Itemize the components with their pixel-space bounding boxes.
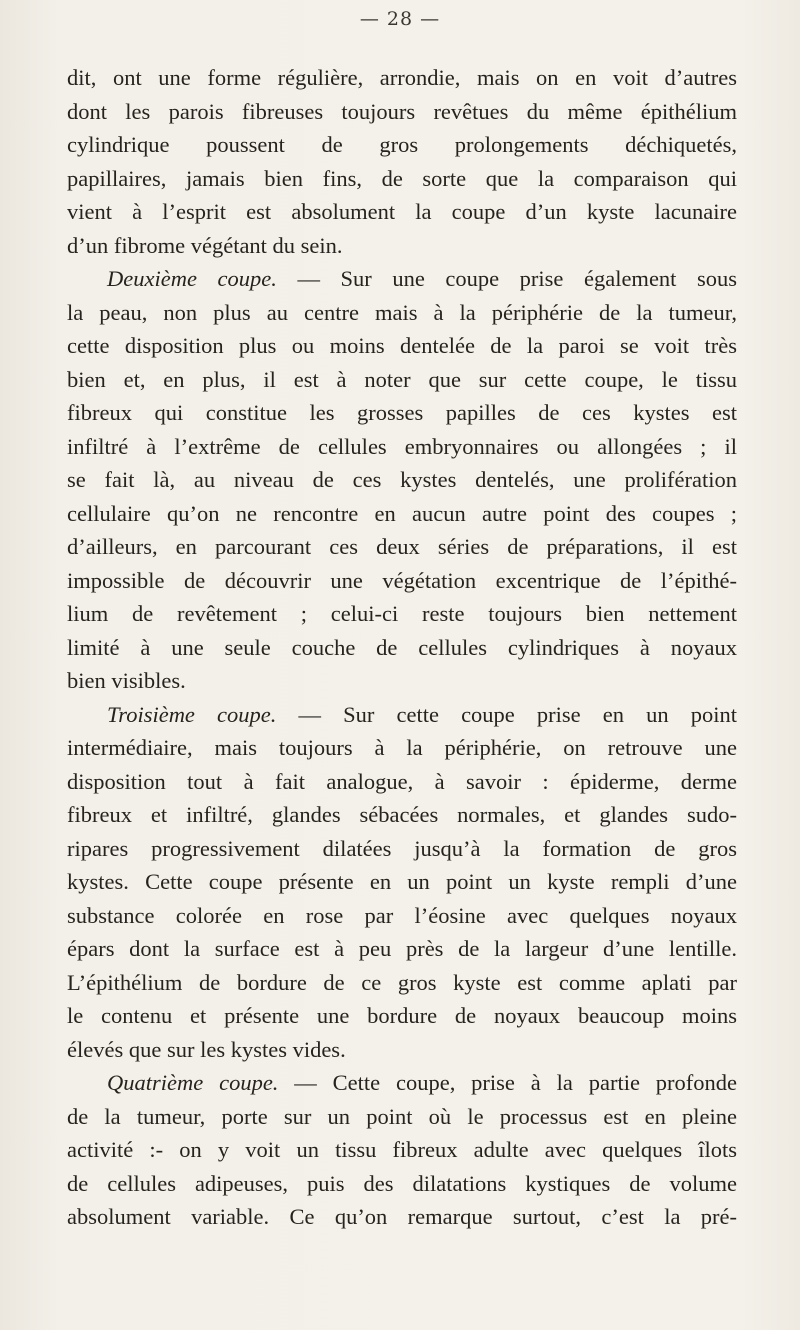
paragraph-quatrieme-coupe-first-line	[67, 1066, 737, 1100]
text-line: fibreux qui constitue les grosses papilles de ces kystes est	[67, 400, 737, 425]
text-line: cylindrique poussent de gros prolongements déchiquetés,	[67, 132, 737, 157]
text-line: activité :- on y voit un tissu fibreux adulte avec quelques îlots	[67, 1137, 737, 1162]
body-text	[67, 61, 737, 1234]
text-line: L’épithélium de bordure de ce gros kyste est comme aplati par	[67, 969, 737, 995]
text-line: le contenu et présente une bordure de noyaux beaucoup moins	[67, 1003, 737, 1028]
text-line: bien visibles.	[67, 668, 186, 693]
text-line: d’ailleurs, en parcourant ces deux séries de préparations, il est	[67, 534, 737, 559]
text-line: élevés que sur les kystes vides.	[67, 1036, 346, 1062]
section-heading: Troisième coupe.	[107, 701, 277, 727]
text-line: absolument variable. Ce qu’on remarque surtout, c’est la pré-	[67, 1204, 737, 1229]
text-line: dont les parois fibreuses toujours revêtues du même épithélium	[67, 98, 737, 124]
text-line: cette disposition plus ou moins dentelée de la paroi se voit très	[67, 333, 737, 358]
text-line: de cellules adipeuses, puis des dilatations kystiques de volume	[67, 1170, 737, 1196]
text-line: — Sur cette coupe prise en un point	[276, 701, 737, 727]
text-line: fibreux et infiltré, glandes sébacées normales, et glandes sudo-	[67, 802, 737, 827]
text-line: vient à l’esprit est absolument la coupe d’un kyste lacunaire	[67, 199, 737, 224]
text-line: kystes. Cette coupe présente en un point un kyste rempli d’une	[67, 869, 737, 894]
text-line: substance colorée en rose par l’éosine avec quelques noyaux	[67, 902, 737, 928]
page-number: — 28 —	[359, 8, 441, 30]
section-heading: Deuxième coupe.	[107, 266, 277, 291]
text-line: disposition tout à fait analogue, à savoir : épiderme, derme	[67, 768, 737, 794]
text-line: — Sur une coupe prise également sous	[276, 266, 737, 291]
text-line: infiltré à l’extrême de cellules embryonnaires ou allongées ; il	[67, 433, 737, 459]
section-heading: Quatrième coupe.	[107, 1070, 279, 1095]
text-line: impossible de découvrir une végétation excentrique de l’épithé-	[67, 567, 737, 593]
text-line: la peau, non plus au centre mais à la périphérie de la tumeur,	[67, 299, 737, 325]
text-line: limité à une seule couche de cellules cylindriques à noyaux	[67, 634, 737, 660]
text-line: épars dont la surface est à peu près de la largeur d’une lentille.	[67, 936, 737, 961]
text-line: d’un fibrome végétant du sein.	[67, 232, 343, 258]
text-line: se fait là, au niveau de ces kystes dentelés, une prolifération	[67, 467, 737, 492]
text-line: — Cette coupe, prise à la partie profonde	[278, 1070, 737, 1095]
text-line: ripares progressivement dilatées jusqu’à la formation de gros	[67, 835, 737, 861]
text-line: dit, ont une forme régulière, arrondie, mais on en voit d’autres	[67, 65, 737, 90]
text-line: de la tumeur, porte sur un point où le processus est en pleine	[67, 1103, 737, 1129]
paragraph-troisieme-coupe-first-line	[67, 698, 737, 732]
text-line: bien et, en plus, il est à noter que sur cette coupe, le tissu	[67, 366, 737, 392]
text-line: lium de revêtement ; celui-ci reste toujours bien nettement	[67, 601, 737, 626]
text-line: cellulaire qu’on ne rencontre en aucun autre point des coupes ;	[67, 500, 737, 526]
text-line: papillaires, jamais bien fins, de sorte que la comparaison qui	[67, 165, 737, 191]
paragraph-deuxieme-coupe-first-line	[67, 262, 737, 296]
text-line: intermédiaire, mais toujours à la périphérie, on retrouve une	[67, 735, 737, 760]
